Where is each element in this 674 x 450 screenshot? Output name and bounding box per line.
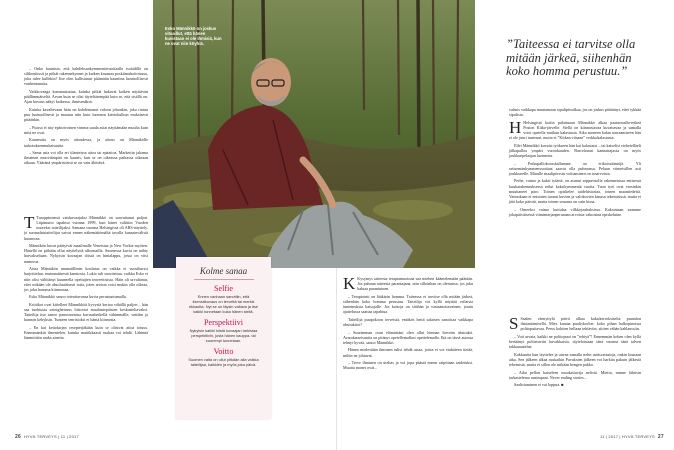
dropcap: H <box>509 117 522 137</box>
paragraph: Ellei Männikkö kuvaisi työkseen hän kai kalastaisi – tai katselisi vieketelläeli jälkapalloa ympäri vuorokauden. Barcelonan kannattajassa on myös joukkuepelaajan luonnetta. <box>509 142 641 159</box>
dropcap-paragraph <box>509 117 641 141</box>
footer-right <box>600 434 664 440</box>
paragraph: – Aika pellon katseleen muokattuvija nelistä. Mietin, minne lähtisin tarkastelema uusimpani. Never ending stories... <box>509 369 641 380</box>
paragraph: – Suurimman osan elämästäni olen ollut hieman hirveän abstrakti. Avarakatseisuutta on pitänyt opetellemallasi opettelemalla. Ikä on tässä asiassa tehnyt hyvää, sanoo Männikkö. <box>343 329 473 345</box>
left-column-text-b <box>24 215 148 343</box>
paragraph: – Omeeksi vaimo kuttulaa vilkkojauhuksissa. Kaksintaan saamme jokapäiväisessä viimimarjanperunaan arvoista vakoisina opiskeluine. <box>509 206 641 217</box>
paragraph: Kauneutta on myös aitoudessa, ja aitous on Männikölle tarkotuksenmukaisuutta. <box>24 137 148 148</box>
paragraph: Saalistaminen ei vai loppua. ■ <box>514 382 564 388</box>
dropcap: K <box>343 274 356 293</box>
sidebar-text: Ennen vanhaan sanottiin, että itsensäkuvaus on tervettä tai merkki rikkautta. Nyt se on täysin valtava ja itse kaikki tunnetaan kuka hänen siellä. <box>188 294 259 314</box>
dropcap-paragraph <box>343 276 473 291</box>
three-words-sidebar <box>176 257 271 419</box>
paragraph: Perhe, vaimo ja kaksi tytärtä, on asunut seppuvuolla rakennetussa entisessä kuukarakennuksessa reilut kaksikymmentä vuotta. Tuon työt ovat varsinkin muuttaneet paro. Toinen opiskelee taidehistoriaa, toinen maantiedettä. Vaimokaan ei entuinen tuonut kuvien ja valokuvien kanssa tekemisissä, mutta ei jätä koko päivää, mutta toinen seurana on vain kissa. <box>509 178 641 205</box>
paragraph: – Terve ihminen on utelias ja voi jopa päästä ennen raipittaan taidetuksi. Muutta monet ovat... <box>343 360 473 371</box>
paragraph-text: Saalen väenyttylä päivä alkaa kaksikerroksiselta puutalon ilmiantämisellä. Mies kantaa puoliskorloe, koko pihan halkopinoista polttopuitavaa. Perus kohtien hellaan tehtäviin, siitten vähän kahlaussiin. <box>520 316 641 332</box>
sidebar-title: Kolme sanaa <box>199 266 248 276</box>
sidebar-divider <box>194 279 254 280</box>
paragraph: – Puissa ei näy epätoivoinen vimma saada asiat näyttämään muulta kuin mitä ne ovat. <box>24 124 148 135</box>
page-number: 27 <box>657 434 664 440</box>
sidebar-text: Nykyisin kaikki kiistä kuvaajan tarkistaa perspektiivin, josta hänen kauppa- tai suurempi tunnetaan. <box>189 328 258 343</box>
paragraph: – Potkupallokoruskallamme on erikoissääntöjä. Yli seitsemänkymmenvuotiaat saavat olla puhmussa. Pelaan viimeisillen asti joukkueelle. Minulle maalipörssin voittaminen on tosarvoista. <box>509 160 641 176</box>
right-column-text-b <box>509 316 641 390</box>
paragraph: Esko Männikkö sanoo toteuttavansa kuvia perustuntumalla. <box>29 294 127 300</box>
footer-left <box>15 434 79 440</box>
paragraph: Taiteilija puupokoon terveistä, entäkös heitä salaisen sanoittaa vaikkapa abstraktiot? <box>343 316 473 328</box>
page-number: 26 <box>15 434 21 440</box>
left-column-text <box>24 66 148 168</box>
dropcap: T <box>24 213 35 232</box>
paragraph: Hänen mielestään ihminen tulisi tehdä asiaa, joista ei voi etukäteen tietää, mihin ne johtavat. <box>343 347 473 358</box>
paragraph-text: Kysymys taiteesta terapiamuotona saa miehen kääntelemään päätään. Jos pahuun taiteesta parantajana, niin silloinhan on olemassa, jos joku haluaa parantuinen. <box>357 276 473 292</box>
paragraph: – Onko kaunista, että kahdeksankymmentävuotiaalla isoäidillä on silikonitissit ja pitkät rakennekynnet ja kaiken kruunaa poskiimuhoitoisuus, joka tulee kullekin? Itse olen kallistunut pitämään kauniina luonnollisesti vanhentunutta. <box>24 66 148 87</box>
paragraph: Aissa Männikön ammatillinen koulutus on vaikka ei vuosikurssi harjoittelua, ensimmäisestä kansiosta. Lukio tuli suoritettua, vaikka Esko ei niin olisi välittänyt kuunnella opettajien teoreettisista. Häin oli urvaltanut, ettei mikään ole absoluuttisesti totta, joten aroista voisi mukin olla oikeaa, jos joku homma kiinnostaa. <box>24 266 148 292</box>
sidebar-heading: Perspektiivi <box>203 318 244 327</box>
dropcap-paragraph <box>24 215 148 241</box>
paragraph: Vaikkovaaga kummastuttaa, kuinka pitkät hakavat kaiken näyttävän päällimmäiseltä. Arvan kuin se olisi täyteläisempää kuin se, että sisällä on. Ajan kuvaus näkyi kaikessa, ihmisenäkin. <box>24 89 148 105</box>
paragraph: – Sama asia voi olla eri tilanteissa aitoa tai epäaitoa. Markettin jakama ilmainen muoviämpäri on kaunis, kun se on oikeassa paikassa oikeaan aikaan. Vääränä ympäristössä se on vain älöttävä. <box>24 150 148 166</box>
sidebar-heading: Selfie <box>213 284 234 293</box>
paragraph-text: Helsingistä kotiin palattuaan Männikkö alkaa paaturmalla-retkeä Posion Kitka-järvelle. Siellä on kiinnostavaa kuvattavaa ja samalla voisi opetella muikun kalastusta. Aika moneen kalan narraamiseen hän ei ole juuri tuntenut, mutta ei ”Kitkan viisaan” verkkokalastusta. <box>509 119 641 141</box>
sidebar-text: Suomen valta on ollut pitkään alla vaikka taiteilijaa, kaikkien ja myös joka päivä. <box>188 357 259 367</box>
right-column-text <box>509 107 641 219</box>
dropcap: S <box>509 314 519 333</box>
paragraph-text: Turoppimensä vaiskuvaajaksi Männikkö on saavuttanut paljon. Läpimurto tapahtui vuonna 1999, kun hänet valittiin Vuoden nuoreksi taiteilijaksi. Samana vuonna Helsingissä oli ARS-näyttely, jo suomalaistaiteilijat saivat ennen näkemättömältä tavalla kansainvälistä huomiota. <box>24 215 148 241</box>
paragraph: Kakkuutta kun täyttelee ja uuvaa samalla nelin uutisvarastoja, onkin lounaan aika. Sen jälkeen alkaa ruukatkin Pavuksien jälkeen voi harkita pakuin jälkestä tekemistä, mutta ei sillen ole mikään hengen pakko. <box>509 351 641 368</box>
magazine-info: HYVÄ TERVEYS | 11 | 2017 <box>23 434 79 439</box>
paragraph: valmis vaikkapa muutamaan sipulipitsalkaa, jos on joskus päättänyt, ettei tykkää sipulista. <box>509 107 641 118</box>
magazine-info: 11 | 2017 | HYVÄ TERVEYS <box>600 434 655 439</box>
paragraph: Kriitikot ovat kiitelleet Männikköä kyvystä kertoa vähällä paljon – hän saa tuohtusta soinigheisuus historiat mauluntepäisten keskusteltavaksi. Taiteilija itse sanoo panostavansa kuvaushetkellä vähimmälle, vaiiden ja kunnon kehyksin. Tunteen tenristoksi ei häntä kiinnosta. <box>24 301 148 323</box>
dropcap-paragraph <box>509 316 641 331</box>
photo-caption: Esko Männikkö on joskus vitsaillut, että hänen kuvistaan ei ole ihmisiä, kun ne ovat niin köyhiä. <box>165 26 222 47</box>
paragraph: Männikön kuvat päätyivät maailmalle Venetsiaa ja New Yorkia myöten. Hänellä on pitkään ollut näyttelyitä ulkomailla. Suomessa kuvia on nähty harvakseltaan. Nykyisin kuvaajan töissä on hintalappu, jossa on viisi numeroa. <box>24 243 148 264</box>
paragraph: – Terapiointi on lääkärin homma. Taiteessa ei tarvitse olla mitään järkeä, siihenhän koko homma perustuu. Taiteilija voi kyllä näyttää erilaisia tuntemuksia katsojalle. Jos katsoja on sitähän ja vastaanottavainen, jotain ajattelussa saattaa tapahtua. <box>343 293 473 315</box>
paragraph: – En kai kettokirjan resepteijäkään kuin se olisivat aitoa totuus. Enemmänkin ilmentelen, kuinka muttikkaasti ruokaa voi tehdä. Lähinnä lämmittäin raaka aineita. <box>24 324 148 341</box>
paragraph: – Voit arvata, kaikki ne polttopuut on ”tehtyä”! Ennemmän kohen olen kyllä kertäänyt polttetuviin kuvakkaista, täyteloistaan tänä vuonna tänä talven takkauaatelue. <box>509 333 641 350</box>
pull-quote: ”Taiteessa ei tarvitse olla mitään järkeä, siihenhän koko homma perustuu.” <box>506 37 636 79</box>
sidebar-heading: Voitto <box>213 347 234 356</box>
middle-column-text <box>343 276 473 373</box>
paragraph: Kuinka kavaltevaan häin on kohdentanut valoon johonkin, joka riutuu puu luonnollisesti ja maatuu niin kuin luonnon kiertokulkun mukaisesti pitäänkin. <box>24 106 148 123</box>
